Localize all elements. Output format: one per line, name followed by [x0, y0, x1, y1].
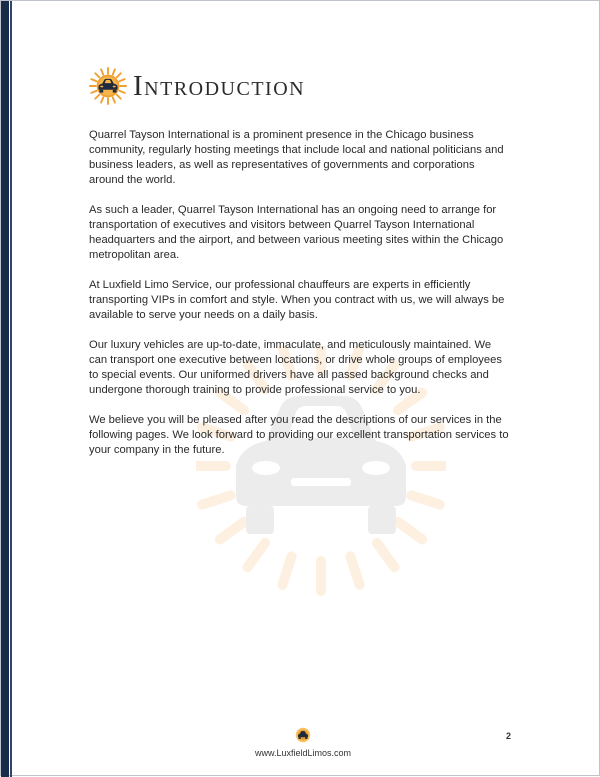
sunburst-ray [377, 543, 395, 567]
sunburst-ray [113, 69, 115, 74]
sunburst-ray [119, 79, 124, 81]
paragraph-5: We believe you will be pleased after you read the descriptions of our services in the following pages. We look forward to providing our excellent transportation services to your company in the future. [89, 414, 509, 456]
sunburst-ray [119, 91, 124, 93]
sunburst-ray [101, 97, 103, 102]
paragraph-2: As such a leader, Quarrel Tayson International has an ongoing need to arrange for transportation of executives and visitors between Quarrel Tayson International headquarters and the airport, and between various meeting sites within the Chicago metropolitan area. [89, 204, 504, 261]
sunburst-ray [117, 95, 121, 99]
sunburst-ray [117, 73, 121, 77]
sunburst-ray [91, 79, 96, 81]
body-content [89, 128, 509, 473]
sunburst-ray [101, 69, 103, 74]
car-sunburst-icon [294, 726, 312, 744]
page-header [89, 63, 305, 109]
paragraph-1: Quarrel Tayson International is a prominent presence in the Chicago business community, regularly hosting meetings that include local and national politicians and business leaders, as well as representatives of governments and corporations around the world. [89, 129, 504, 186]
sunburst-ray [113, 97, 115, 102]
sunburst-ray [248, 543, 266, 567]
car-sunburst-icon [89, 67, 127, 105]
sunburst-ray [95, 95, 99, 99]
sunburst-ray [95, 73, 99, 77]
sunburst-ray [350, 556, 359, 585]
footer-url[interactable]: www.LuxfieldLimos.com [254, 748, 352, 758]
paragraph-3: At Luxfield Limo Service, our professional chauffeurs are experts in efficiently transporting VIPs in comfort and style. When you contract with us, we will always be available to serve your needs on a daily basis. [89, 279, 505, 321]
sunburst-ray [91, 91, 96, 93]
page-number: 2 [506, 731, 512, 741]
sunburst-ray [411, 495, 440, 504]
sunburst-ray [398, 522, 422, 540]
sunburst-ray [220, 522, 244, 540]
page-title: Introduction [133, 69, 306, 102]
paragraph-4: Our luxury vehicles are up-to-date, immaculate, and meticulously maintained. We can transport one executive between locations, or drive whole groups of employees to special events. Our uniformed drivers have all passed background checks and undergone thorough training to provide professional service to you. [89, 339, 502, 396]
sunburst-ray [282, 556, 291, 585]
page-left-border [1, 1, 9, 777]
sunburst-ray [202, 495, 231, 504]
